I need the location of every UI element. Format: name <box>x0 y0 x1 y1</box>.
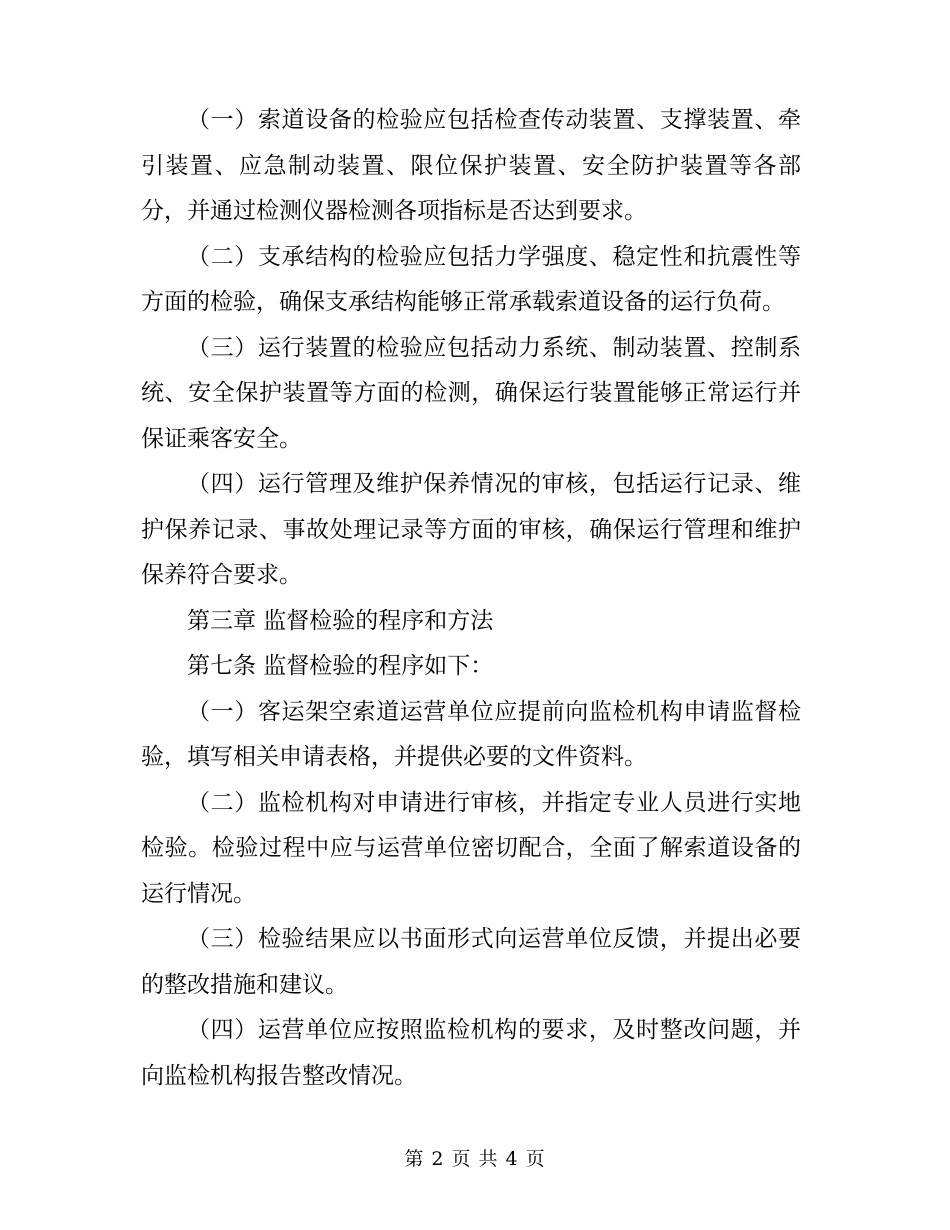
paragraph-cableway-equipment-inspection: （一）索道设备的检验应包括检查传动装置、支撑装置、牵引装置、应急制动装置、限位保护装置、安全防护装置等各部分，并通过检测仪器检测各项指标是否达到要求。 <box>141 107 801 224</box>
paragraph-support-structure-inspection: （二）支承结构的检验应包括力学强度、稳定性和抗震性等方面的检验，确保支承结构能够正常承载索道设备的运行负荷。 <box>141 243 801 315</box>
document-body <box>141 98 801 1099</box>
paragraph-review-and-field-inspection: （二）监检机构对申请进行审核，并指定专业人员进行实地检验。检验过程中应与运营单位密切配合，全面了解索道设备的运行情况。 <box>141 789 801 907</box>
article-heading: 第七条 监督检验的程序如下： <box>187 653 494 679</box>
paragraph-rectification: （四）运营单位应按照监检机构的要求，及时整改问题，并向监检机构报告整改情况。 <box>141 1017 801 1089</box>
page-number-footer: 第 2 页 共 4 页 <box>404 1148 546 1170</box>
paragraph-result-feedback: （三）检验结果应以书面形式向运营单位反馈，并提出必要的整改措施和建议。 <box>141 926 801 998</box>
paragraph-application-step: （一）客运架空索道运营单位应提前向监检机构申请监督检验，填写相关申请表格，并提供必要的文件资料。 <box>141 698 801 770</box>
chapter-heading: 第三章 监督检验的程序和方法 <box>187 607 494 634</box>
paragraph-operating-device-inspection: （三）运行装置的检验应包括动力系统、制动装置、控制系统、安全保护装置等方面的检测，确保运行装置能够正常运行并保证乘客安全。 <box>141 334 801 452</box>
paragraph-operation-management-review: （四）运行管理及维护保养情况的审核，包括运行记录、维护保养记录、事故处理记录等方面的审核，确保运行管理和维护保养符合要求。 <box>141 471 801 588</box>
